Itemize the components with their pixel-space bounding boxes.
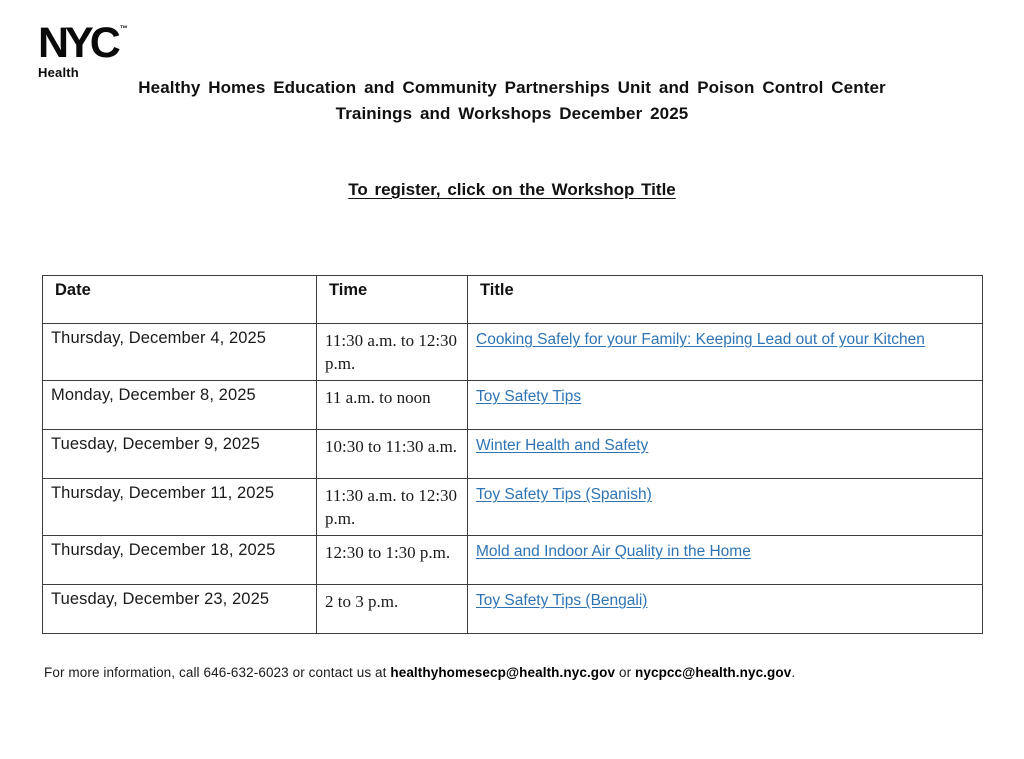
- workshop-date: Thursday, December 18, 2025: [43, 536, 317, 585]
- workshop-date: Tuesday, December 9, 2025: [43, 430, 317, 479]
- table-row: [43, 479, 983, 536]
- footer-text-after: .: [791, 665, 796, 680]
- workshop-title-cell: [468, 585, 983, 634]
- column-header-time: Time: [317, 276, 468, 324]
- workshop-title-cell: [468, 430, 983, 479]
- workshop-date: Tuesday, December 23, 2025: [43, 585, 317, 634]
- workshop-time: 11 a.m. to noon: [317, 381, 468, 430]
- workshop-time: 11:30 a.m. to 12:30 p.m.: [317, 324, 468, 381]
- trademark-symbol: ™: [119, 24, 128, 33]
- table-row: [43, 324, 983, 381]
- workshop-link[interactable]: Winter Health and Safety: [476, 437, 649, 454]
- table-header-row: [43, 276, 983, 324]
- workshop-title-cell: [468, 479, 983, 536]
- table-row: [43, 381, 983, 430]
- footer-email-healthyhomes: healthyhomesecp@health.nyc.gov: [390, 665, 616, 680]
- workshop-link[interactable]: Cooking Safely for your Family: Keeping Lead out of your Kitchen: [476, 331, 925, 348]
- workshop-link[interactable]: Toy Safety Tips (Spanish): [476, 486, 652, 503]
- footer-text-middle: or: [615, 665, 636, 680]
- nyc-health-logo: [38, 19, 128, 80]
- nyc-logo-text: NYC: [38, 19, 117, 67]
- workshop-time: 2 to 3 p.m.: [317, 585, 468, 634]
- workshops-table: [42, 275, 983, 634]
- column-header-title: Title: [468, 276, 983, 324]
- workshop-date: Thursday, December 11, 2025: [43, 479, 317, 536]
- workshop-title-cell: [468, 381, 983, 430]
- nyc-logo-wordmark: [38, 19, 128, 67]
- document-title: [0, 75, 1024, 127]
- footer-text-before: For more information, call 646-632-6023 or contact us at: [44, 665, 391, 680]
- workshop-date: Monday, December 8, 2025: [43, 381, 317, 430]
- footer-email-nycpcc: nycpcc@health.nyc.gov: [635, 665, 792, 680]
- workshop-date: Thursday, December 4, 2025: [43, 324, 317, 381]
- document-title-line1: Healthy Homes Education and Community Partnerships Unit and Poison Control Center: [138, 78, 886, 97]
- workshop-link[interactable]: Toy Safety Tips: [476, 388, 582, 405]
- workshop-title-cell: [468, 324, 983, 381]
- table-row: [43, 430, 983, 479]
- workshop-title-cell: [468, 536, 983, 585]
- workshop-time: 12:30 to 1:30 p.m.: [317, 536, 468, 585]
- register-instruction: To register, click on the Workshop Title: [348, 180, 676, 199]
- footer-contact-info: [44, 665, 994, 680]
- nyc-logo-health-label: Health: [38, 65, 79, 80]
- document-title-line2: Trainings and Workshops December 2025: [335, 104, 689, 123]
- workshop-link[interactable]: Mold and Indoor Air Quality in the Home: [476, 543, 751, 560]
- workshop-time: 11:30 a.m. to 12:30 p.m.: [317, 479, 468, 536]
- column-header-date: Date: [43, 276, 317, 324]
- table-row: [43, 585, 983, 634]
- workshop-time: 10:30 to 11:30 a.m.: [317, 430, 468, 479]
- workshop-link[interactable]: Toy Safety Tips (Bengali): [476, 592, 648, 609]
- table-row: [43, 536, 983, 585]
